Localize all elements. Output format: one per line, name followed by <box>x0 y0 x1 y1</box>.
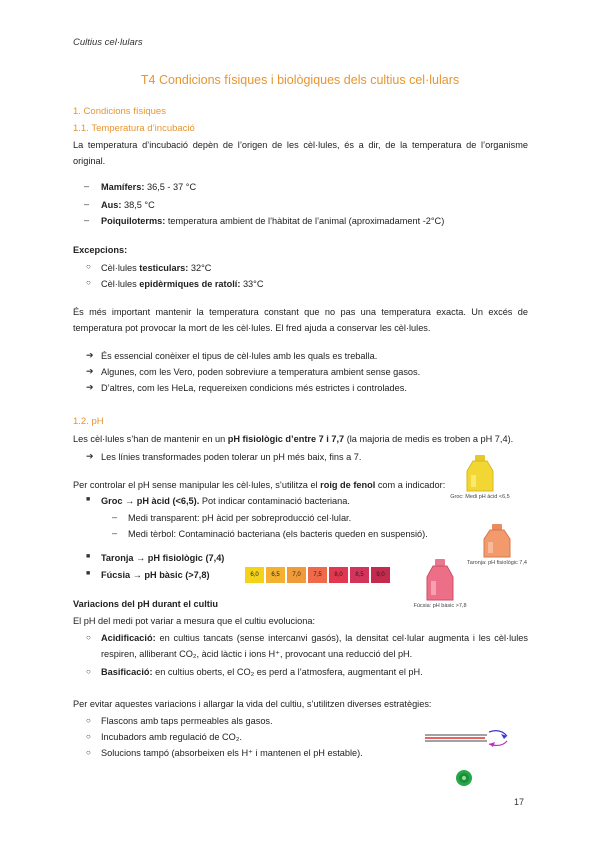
exception-epidermal: Cèl·lules epidèrmiques de ratolí: 33°C <box>101 279 264 289</box>
acidification-item: Acidificació: en cultius tancats (sense intercanvi gasós), la densitat cel·lular augmenta i les cèl·lules respiren, alliberant CO₂, àcid làctic i ions H⁺, provocant una reducció del pH. <box>101 633 528 659</box>
gas-exchange-diagram-icon <box>405 726 515 796</box>
phenol-red-line: Per controlar el pH sense manipular les cèl·lules, s’utilitza el roig de fenol com a indicador: <box>73 480 446 490</box>
ph-variations-intro: El pH del medi pot variar a mesura que el cultiu evoluciona: <box>73 616 316 626</box>
circle-bullet: ○ <box>86 633 91 642</box>
basification-item: Basificació: en cultius oberts, el CO₂ es perd a l’atmosfera, augmentant el pH. <box>101 667 423 677</box>
temp-item-poikilotherms: Poiquiloterms: temperatura ambient de l’hàbitat de l’animal (aproximadament -2°C) <box>101 216 445 226</box>
ph-variations-heading: Variacions del pH durant el cultiu <box>73 599 218 609</box>
ph-scale-8-0: 8,0 <box>329 567 348 583</box>
note-hela: D’altres, com les HeLa, requereixen condicions més estrictes i controlades. <box>101 383 407 393</box>
intro-paragraph: La temperatura d’incubació depèn de l’origen de les cèl·lules, és a dir, de la temperatura de l’organisme original. <box>73 140 528 166</box>
ph-pink-item: Fúcsia → pH bàsic (>7,8) <box>101 570 210 580</box>
dash-bullet: – <box>112 512 118 522</box>
yellow-flask-caption: Groc: Medi pH àcid <6,5 <box>450 494 510 500</box>
yellow-turbid-note: Medi tèrbol: Contaminació bacteriana (els bacteris queden en suspensió). <box>128 529 428 539</box>
circle-bullet: ○ <box>86 748 91 757</box>
temp-item-birds: Aus: 38,5 °C <box>101 200 155 210</box>
exception-testicular: Cèl·lules testiculars: 32°C <box>101 263 212 273</box>
strategy-permeable-caps: Flascons amb taps permeables als gasos. <box>101 716 273 726</box>
note-vero: Algunes, com les Vero, poden sobreviure a temperatura ambient sense gasos. <box>101 367 421 377</box>
arrow-bullet: ➔ <box>86 350 94 360</box>
ph-physiological-line: Les cèl·lules s’han de mantenir en un pH fisiològic d’entre 7 i 7,7 (la majoria de medis es troben a pH 7,4). <box>73 434 514 444</box>
circle-bullet: ○ <box>86 667 91 676</box>
strategy-buffer-solutions: Solucions tampó (absorbeixen els H⁺ i mantenen el pH estable). <box>101 748 363 758</box>
strategies-intro: Per evitar aquestes variacions i allargar la vida del cultiu, s’utilitzen diverses estratègies: <box>73 699 432 709</box>
ph-scale-9-0: 9,0 <box>371 567 390 583</box>
constant-temperature-paragraph: És més important mantenir la temperatura constant que no pas una temperatura exacta. Un excés de temperatura pot provocar la mort de les cèl·lules. El fred ajuda a conservar les cèl·lules. <box>73 307 528 333</box>
running-header: Cultius cel·lulars <box>73 37 143 48</box>
ph-scale-8-5: 8,5 <box>350 567 369 583</box>
circle-bullet: ○ <box>86 262 91 271</box>
circle-bullet: ○ <box>86 732 91 741</box>
section-heading-1-1: 1.1. Temperatura d’incubació <box>73 123 195 134</box>
dash-bullet: – <box>84 199 90 209</box>
orange-flask-caption: Taronja: pH fisiològic 7,4 <box>467 560 527 566</box>
pink-flask-icon <box>423 558 457 602</box>
temp-item-mammals: Mamífers: 36,5 - 37 °C <box>101 182 197 192</box>
ph-scale-7-5: 7,5 <box>308 567 327 583</box>
ph-yellow-item: Groc → pH àcid (<6,5). Pot indicar contaminació bacteriana. <box>101 496 350 506</box>
arrow-bullet: ➔ <box>86 382 94 392</box>
square-bullet: ■ <box>86 496 91 503</box>
dash-bullet: – <box>112 528 118 538</box>
circle-bullet: ○ <box>86 716 91 725</box>
section-heading-1-2: 1.2. pH <box>73 416 104 427</box>
arrow-bullet: ➔ <box>86 366 94 376</box>
dash-bullet: – <box>84 181 90 191</box>
ph-scale-6-5: 6,5 <box>266 567 285 583</box>
strategy-co2-incubators: Incubadors amb regulació de CO₂. <box>101 732 242 742</box>
page-title: T4 Condicions físiques i biològiques dels cultius cel·lulars <box>140 73 460 87</box>
arrow-bullet: ➔ <box>86 451 94 461</box>
yellow-flask-icon <box>463 453 497 493</box>
page-number: 17 <box>514 797 525 807</box>
yellow-transparent-note: Medi transparent: pH àcid per sobreproducció cel·lular. <box>128 513 352 523</box>
square-bullet: ■ <box>86 570 91 577</box>
exceptions-heading: Excepcions: <box>73 245 128 255</box>
ph-scale-7-0: 7,0 <box>287 567 306 583</box>
orange-flask-icon <box>480 523 514 559</box>
ph-orange-item: Taronja → pH fisiològic (7,4) <box>101 553 225 563</box>
pink-flask-caption: Fúcsia: pH bàsic >7,8 <box>413 603 467 609</box>
dash-bullet: – <box>84 215 90 225</box>
note-cell-types: És essencial conèixer el tipus de cèl·lules amb les quals es treballa. <box>101 351 378 361</box>
section-heading-1: 1. Condicions físiques <box>73 106 166 117</box>
circle-bullet: ○ <box>86 278 91 287</box>
square-bullet: ■ <box>86 553 91 560</box>
ph-scale-6-0: 6,0 <box>245 567 264 583</box>
ph-transformed-lines-note: Les línies transformades poden tolerar un pH més baix, fins a 7. <box>101 452 362 462</box>
